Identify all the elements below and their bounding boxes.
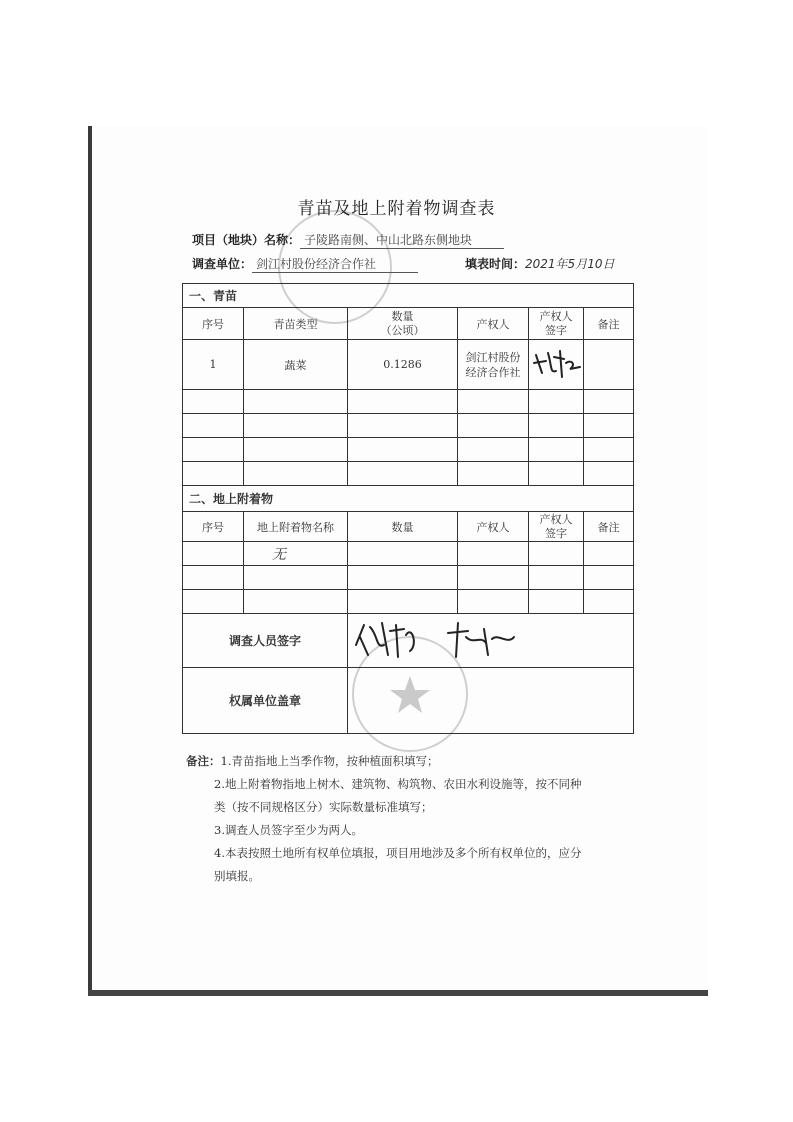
- date-value: 2021年5月10日: [525, 257, 615, 271]
- table-row: [183, 462, 634, 486]
- note-line: 2.地上附着物指地上树木、建筑物、构筑物、农田水利设施等，按不同种: [214, 777, 582, 791]
- table-row: [183, 414, 634, 438]
- header-cell: 备注: [584, 512, 634, 542]
- header-cell: 产权人: [458, 308, 529, 340]
- note-line: 3.调查人员签字至少为两人。: [214, 823, 363, 837]
- section2-header-row: [183, 512, 634, 542]
- surveyor-signatures: [348, 615, 528, 663]
- note-line: 4.本表按照土地所有权单位填报，项目用地涉及多个所有权单位的，应分: [214, 846, 582, 860]
- table-row: [183, 590, 634, 614]
- table-row: [183, 438, 634, 462]
- header-cell: 产权人: [458, 512, 529, 542]
- header-cell: 产权人 签字: [529, 512, 584, 542]
- note-line: 别填报。: [214, 869, 260, 883]
- seal-label: 权属单位盖章: [183, 668, 348, 734]
- project-label: 项目（地块）名称：: [192, 233, 301, 247]
- form-title: 青苗及地上附着物调查表: [297, 199, 496, 219]
- row-index: 1: [183, 340, 244, 390]
- notes-label: 备注：: [186, 754, 221, 768]
- note-line: 类（按不同规格区分）实际数量标准填写；: [214, 800, 433, 814]
- header-cell: 数量: [348, 512, 458, 542]
- attachment-name: 无: [244, 542, 348, 566]
- note-item: 1.青苗指地上当季作物，按种植面积填写；: [220, 754, 439, 768]
- project-value: 子陵路南侧、中山北路东侧地块: [300, 231, 504, 249]
- survey-sign-label: 调查人员签字: [183, 614, 348, 668]
- header-cell: 青苗类型: [244, 308, 348, 340]
- unit-value: 剑江村股份经济合作社: [252, 255, 418, 273]
- row-owner: 剑江村股份经济合作社: [458, 340, 529, 390]
- unit-field: [192, 255, 418, 273]
- scan-border-bottom: [88, 990, 708, 996]
- owner-signature: [529, 340, 584, 390]
- note-line: [186, 750, 626, 773]
- table-row: [183, 390, 634, 414]
- header-cell: 数量 （公顷）: [348, 308, 458, 340]
- seal-row: [183, 668, 634, 734]
- table-row: [183, 566, 634, 590]
- section1-title: 一、青苗: [183, 284, 634, 308]
- header-cell: 地上附着物名称: [244, 512, 348, 542]
- row-remark: [584, 340, 634, 390]
- notes-block: [186, 750, 626, 888]
- table-row: [183, 340, 634, 390]
- project-field: [192, 231, 504, 249]
- handwritten-signature: [530, 343, 582, 383]
- section2-title: 二、地上附着物: [183, 486, 634, 512]
- header-cell: 序号: [183, 308, 244, 340]
- row-type: 蔬菜: [244, 340, 348, 390]
- survey-sign-row: [183, 614, 634, 668]
- date-field: [465, 255, 614, 272]
- header-cell: 序号: [183, 512, 244, 542]
- section1-header-row: [183, 308, 634, 340]
- header-cell: 备注: [584, 308, 634, 340]
- unit-label: 调查单位：: [192, 257, 253, 271]
- table-row: [183, 542, 634, 566]
- survey-table: [182, 283, 634, 734]
- row-amount: 0.1286: [348, 340, 458, 390]
- header-cell: 产权人 签字: [529, 308, 584, 340]
- seal-cell: [348, 668, 634, 734]
- date-label: 填表时间：: [465, 257, 526, 271]
- survey-signatures: [348, 614, 634, 668]
